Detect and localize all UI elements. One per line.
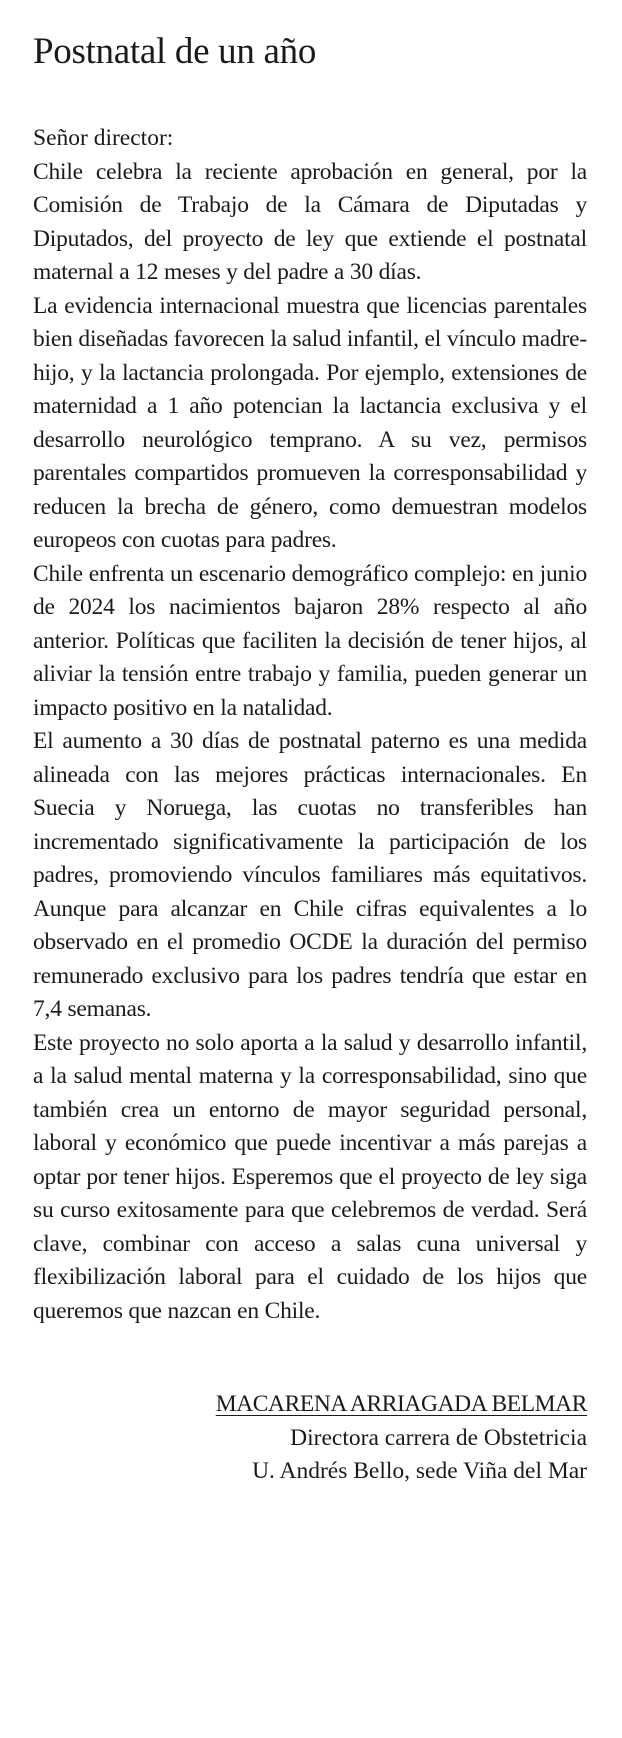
signature-affiliation: U. Andrés Bello, sede Viña del Mar <box>252 1458 587 1484</box>
letter-to-editor <box>33 30 587 1489</box>
signature-name: MACARENA ARRIAGADA BELMAR <box>215 1391 587 1417</box>
paragraph-1: Chile celebra la reciente aprobación en general, por la Comisión de Trabajo de la Cámara de Diputadas y Diputados, del proyecto de ley que extiende el postnatal maternal a 12 meses y del padre a 30 días. <box>33 158 587 285</box>
paragraph-5: Este proyecto no solo aporta a la salud y desarrollo infantil, a la salud mental materna y la corresponsabilidad, sino que también crea un entorno de mayor seguridad personal, laboral y económico que puede incentivar a más parejas a optar por tener hijos. Esperemos que el proyecto de ley siga su curso exitosamente para que celebremos de verdad. Será clave, combinar con acceso a salas cuna universal y flexibilización laboral para el cuidado de los hijos que queremos que nazcan en Chile. <box>33 1029 587 1324</box>
paragraph-3: Chile enfrenta un escenario demográfico complejo: en junio de 2024 los nacimientos bajaron 28% respecto al año anterior. Políticas que faciliten la decisión de tener hijos, al aliviar la tensión entre trabajo y familia, pueden generar un impacto positivo en la natalidad. <box>33 560 587 721</box>
paragraph-4: El aumento a 30 días de postnatal paterno es una medida alineada con las mejores prácticas internacionales. En Suecia y Noruega, las cuotas no transferibles han incrementado significativamente la participación de los padres, promoviendo vínculos familiares más equitativos. Aunque para alcanzar en Chile cifras equivalentes a lo observado en el promedio OCDE la duración del permiso remunerado exclusivo para los padres tendría que estar en 7,4 semanas. <box>33 728 587 1022</box>
letter-title: Postnatal de un año <box>33 31 317 72</box>
paragraph-2: La evidencia internacional muestra que licencias parentales bien diseñadas favorecen la salud infantil, el vínculo madre-hijo, y la lactancia prolongada. Por ejemplo, extensiones de maternidad a 1 año potencian la lactancia exclusiva y el desarrollo neurológico temprano. A su vez, permisos parentales compartidos promueven la corresponsabilidad y reducen la brecha de género, como demuestran modelos europeos con cuotas para padres. <box>33 292 587 553</box>
signature-role: Directora carrera de Obstetricia <box>290 1424 587 1451</box>
signature-block <box>33 1388 587 1489</box>
salutation: Señor director: <box>33 125 174 151</box>
